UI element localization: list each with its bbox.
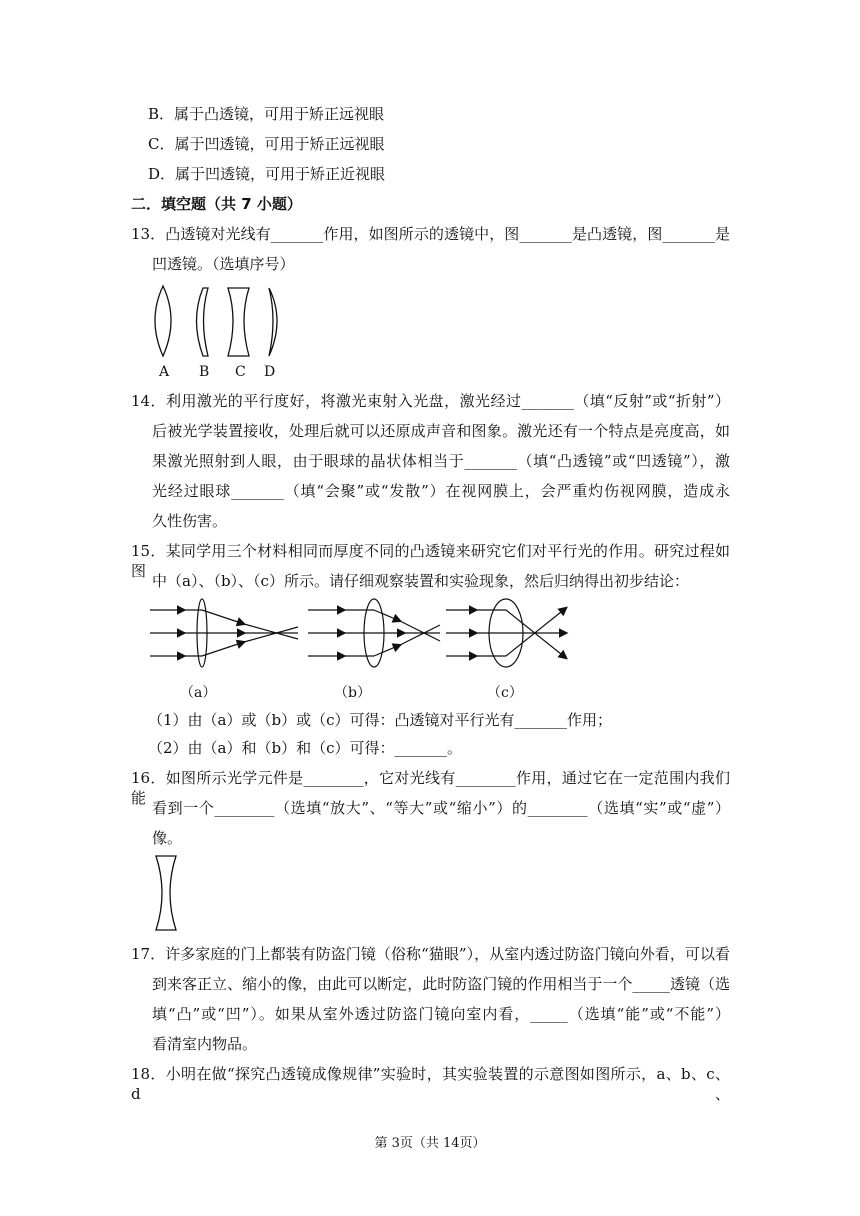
q15-line2: 中（a）、（b）、（c）所示。请仔细观察装置和实验现象，然后归纳得出初步结论：: [152, 572, 689, 590]
q16-line1: 16．如图所示光学元件是________，它对光线有________作用，通过它在一定范围内我们能: [131, 769, 730, 807]
lens-d-meniscus: [269, 288, 277, 356]
concave-lens-shape: [156, 856, 176, 930]
q15-fig-label-c: （c）: [487, 685, 523, 701]
q13-line1: 13．凸透镜对光线有_______作用，如图所示的透镜中，图_______是凸透镜，图_______是: [131, 225, 730, 243]
q17-line1: 17．许多家庭的门上都装有防盗门镜（俗称“猫眼”），从室内透过防盗门镜向外看，可以看: [131, 945, 730, 963]
q17-line2: 到来客正立、缩小的像，由此可以断定，此时防盗门镜的作用相当于一个_____透镜（选: [152, 975, 730, 993]
option-c: C．属于凹透镜，可用于矫正远视眼: [148, 135, 385, 153]
q13-fig-label-a: A: [159, 364, 170, 380]
q16-line3: 像。: [152, 829, 183, 847]
q14-line2: 后被光学装置接收，处理后就可以还原成声音和图象。激光还有一个特点是亮度高，如: [152, 422, 730, 440]
q15-fig-label-a: （a）: [180, 685, 217, 701]
section-heading: 二．填空题（共 7 小题）: [131, 195, 302, 213]
q17-line4: 看清室内物品。: [152, 1035, 258, 1053]
q14-line4: 光经过眼球_______（填“会聚”或“发散”）在视网膜上，会严重灼伤视网膜，造成永: [152, 482, 730, 500]
q14-line5: 久性伤害。: [152, 512, 228, 530]
ray-diagram-c: [446, 599, 566, 667]
option-d: D．属于凹透镜，可用于矫正近视眼: [148, 165, 386, 183]
q13-line2: 凹透镜。（选填序号）: [152, 255, 295, 273]
lens-b-meniscus: [197, 288, 209, 356]
q17-line3: 填“凸”或“凹”）。如果从室外透过防盗门镜向室内看，_____（选填“能”或“不能”）: [152, 1005, 730, 1023]
q13-fig-label-d: D: [264, 364, 276, 380]
ray-diagram-a: [150, 599, 298, 667]
page-footer: 第 3页（共 14页）: [374, 1136, 486, 1151]
lens-ray-figure-q15: [148, 596, 578, 671]
q13-fig-label-c: C: [235, 364, 246, 380]
q13-fig-label-b: B: [199, 364, 210, 380]
lens-a-convex: [155, 286, 171, 356]
lens-c-concave: [228, 288, 249, 356]
q18-line1: 18．小明在做“探究凸透镜成像规律”实验时，其实验装置的示意图如图所示，a、b、c、d、: [131, 1065, 730, 1103]
q15-sub2: （2）由（a）和（b）和（c）可得：_______。: [148, 739, 462, 757]
q15-sub1: （1）由（a）或（b）或（c）可得：凸透镜对平行光有_______作用；: [148, 711, 612, 729]
q16-line2: 看到一个________（选填“放大”、“等大”或“缩小”）的________（选填“实”或“虚”）: [152, 799, 730, 817]
concave-lens-figure-q16: [148, 852, 184, 934]
q14-line1: 14．利用激光的平行度好，将激光束射入光盘，激光经过_______（填“反射”或“折射”）: [131, 392, 730, 410]
q15-fig-label-b: （b）: [334, 685, 371, 701]
ray-diagram-b: [308, 599, 440, 667]
option-b: B．属于凸透镜，可用于矫正远视眼: [148, 105, 385, 123]
q15-line1: 15．某同学用三个材料相同而厚度不同的凸透镜来研究它们对平行光的作用。研究过程如图: [131, 542, 730, 580]
q14-line3: 果激光照射到人眼，由于眼球的晶状体相当于_______（填“凸透镜”或“凹透镜”），激: [152, 452, 730, 470]
